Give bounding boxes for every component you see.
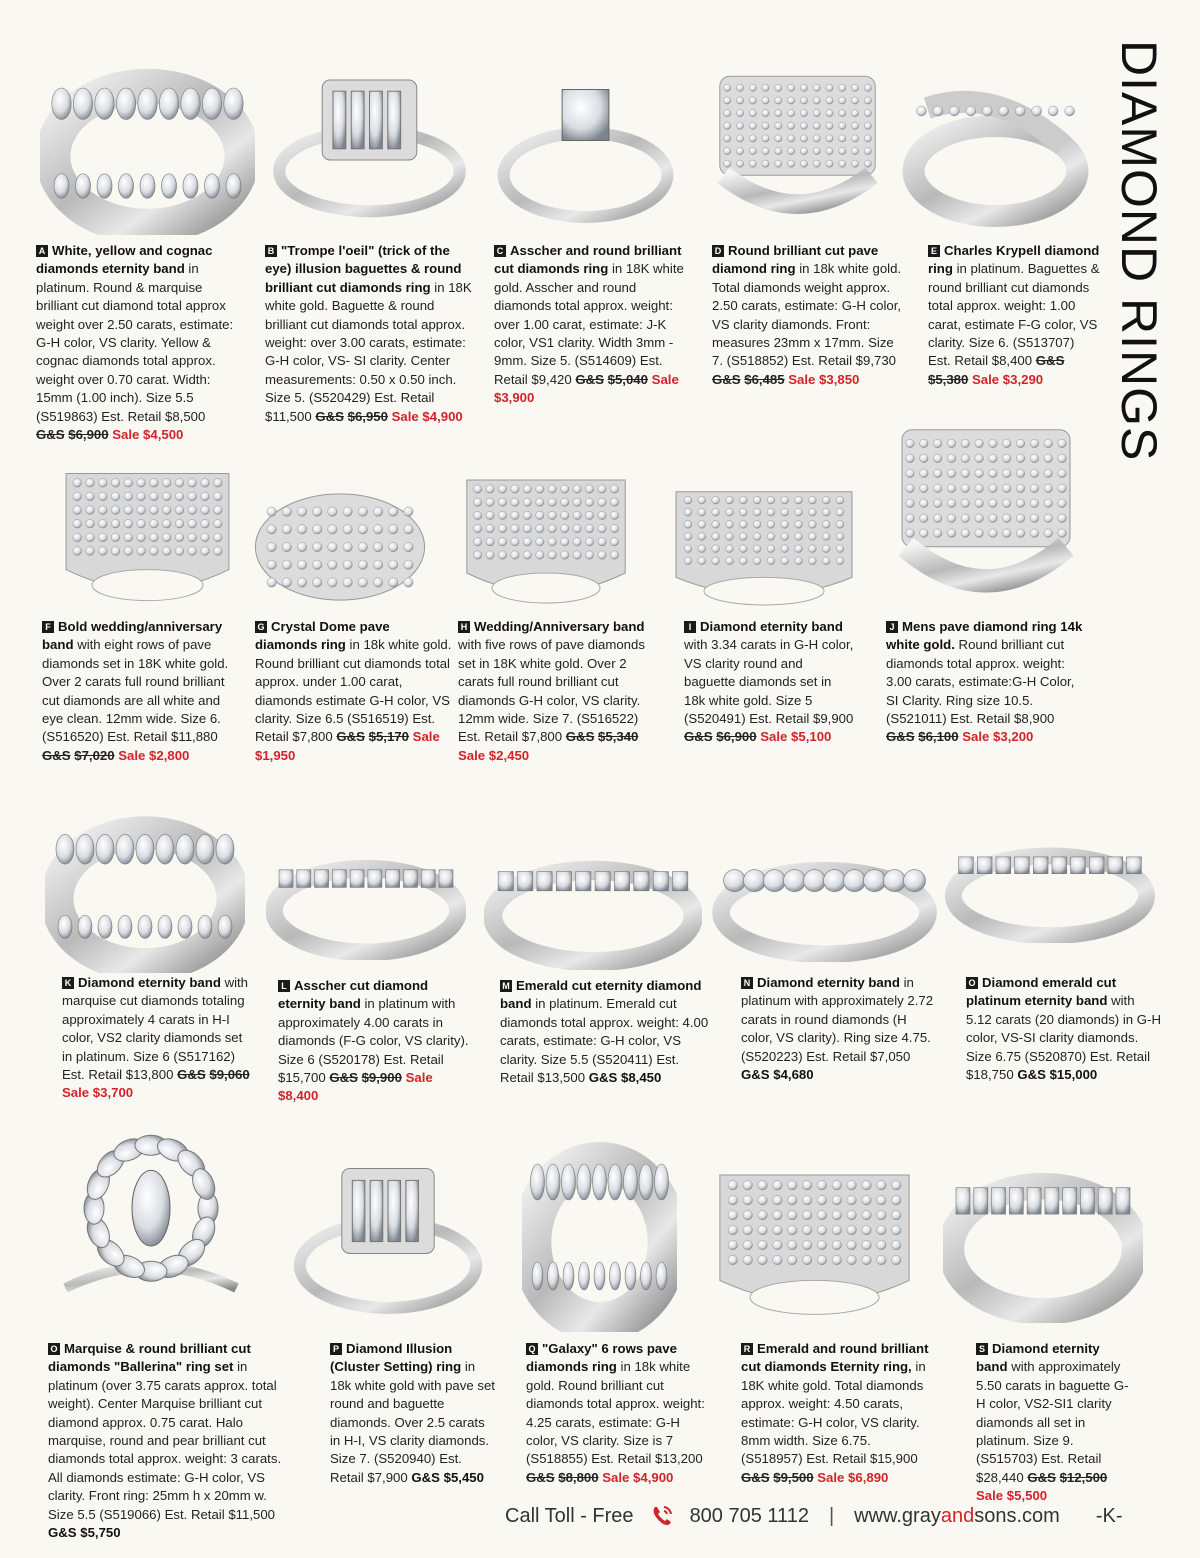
price-line bbox=[48, 1525, 121, 1540]
gs-price: $8,450 bbox=[620, 1070, 662, 1086]
product-description bbox=[494, 242, 684, 408]
original-price: $9,900 bbox=[361, 1070, 402, 1086]
product-description bbox=[330, 1340, 495, 1487]
original-price: $6,900 bbox=[716, 729, 757, 745]
original-price: $9,060 bbox=[209, 1067, 250, 1083]
original-price: $12,500 bbox=[1059, 1469, 1108, 1485]
gs-label: G&S bbox=[741, 1067, 770, 1083]
item-letter-badge: O bbox=[966, 977, 978, 989]
footer bbox=[505, 1498, 1122, 1534]
sale-price: Sale $4,900 bbox=[391, 408, 463, 424]
product-description bbox=[265, 242, 475, 426]
gs-label: G&S bbox=[48, 1525, 77, 1541]
price-line bbox=[526, 1470, 673, 1485]
sale-price: Sale $6,890 bbox=[817, 1469, 889, 1485]
ring-image-14 bbox=[712, 852, 937, 962]
original-price: $8,800 bbox=[558, 1469, 599, 1485]
original-price: $5,170 bbox=[368, 729, 409, 745]
price-line bbox=[712, 372, 859, 387]
ring-image-4 bbox=[705, 68, 890, 233]
gs-label: G&S bbox=[315, 408, 344, 424]
product-details: Round brilliant cut diamonds total approx. weight: 3.00 carats, estimate:G-H Color, SI Clarity. Ring size 10.5. (S521011) Est. Retail $8,900 bbox=[886, 637, 1075, 727]
gs-label: G&S bbox=[886, 729, 915, 745]
price-line bbox=[684, 729, 831, 744]
original-price: $6,100 bbox=[918, 729, 959, 745]
item-letter-badge: B bbox=[265, 245, 277, 257]
product-title: Emerald cut eternity diamond band bbox=[500, 978, 702, 1012]
product-title: Diamond Illusion (Cluster Setting) ring bbox=[330, 1341, 462, 1375]
original-price: $7,020 bbox=[74, 747, 115, 763]
price-line bbox=[411, 1470, 484, 1485]
gs-label: G&S bbox=[42, 747, 71, 763]
item-letter-badge: F bbox=[42, 621, 54, 633]
sale-price: Sale $3,850 bbox=[788, 371, 860, 387]
item-letter-badge: N bbox=[741, 977, 753, 989]
product-description bbox=[928, 242, 1100, 389]
url-suffix: sons.com bbox=[974, 1504, 1060, 1527]
ring-image-6 bbox=[55, 458, 240, 613]
price-line bbox=[315, 409, 462, 424]
product-details: in platinum (over 3.75 carats approx. total weight). Center Marquise brilliant cut diamond approx. 0.75 carat. Halo marquise, round and pear brilliant cut diamonds total approx. weight: 3 carats. All diamonds estimate: G-H color, VS clarity. Front ring: 25mm h x 20mm w. Size 5.5 (S519066) Est. Retail $11,500 bbox=[48, 1359, 282, 1522]
product-description bbox=[712, 242, 904, 389]
price-line bbox=[36, 427, 183, 442]
price-line bbox=[42, 748, 189, 763]
product-description bbox=[741, 974, 941, 1084]
ring-image-15 bbox=[945, 838, 1155, 943]
ring-image-11 bbox=[45, 808, 245, 973]
phone-icon bbox=[648, 1502, 676, 1530]
item-letter-badge: H bbox=[458, 621, 470, 633]
product-description bbox=[526, 1340, 706, 1487]
original-price: $6,900 bbox=[68, 427, 109, 443]
product-details: in platinum. Emerald cut diamonds total approx. weight: 4.00 carats, estimate: G-H color, VS clarity. Size 5.5 (S520411) Est. Retail $13,500 bbox=[500, 996, 709, 1086]
original-price: $5,380 bbox=[928, 371, 969, 387]
price-line bbox=[1017, 1067, 1097, 1082]
item-letter-badge: K bbox=[62, 977, 74, 989]
ring-image-19 bbox=[707, 1158, 922, 1328]
sale-price: Sale $4,500 bbox=[112, 427, 184, 443]
item-letter-badge: J bbox=[886, 621, 898, 633]
product-details: with marquise cut diamonds totaling approximately 4 carats in H-I color, VS2 clarity diamonds set in platinum. Size 6 (S517162) Est. Retail $13,800 bbox=[62, 975, 249, 1083]
product-description bbox=[255, 618, 455, 765]
product-description bbox=[741, 1340, 931, 1487]
item-letter-badge: O bbox=[48, 1343, 60, 1355]
product-title: Wedding/Anniversary band bbox=[474, 619, 645, 634]
product-description bbox=[42, 618, 242, 765]
price-line bbox=[886, 729, 1033, 744]
gs-label: G&S bbox=[588, 1070, 618, 1086]
gs-label: G&S bbox=[177, 1067, 206, 1083]
gs-label: G&S bbox=[1027, 1469, 1056, 1485]
product-details: in 18K white gold. Baguette & round brilliant cut diamonds total approx. weight: over 3.00 carats, estimate: G-H color, VS- SI clarity. Center measurements: 0.50 x 0.50 inch. Size 5. (S520429) Est. Retail $11,500 bbox=[265, 279, 472, 424]
gs-label: G&S bbox=[1017, 1067, 1046, 1083]
product-title: Mens pave diamond ring 14k white gold. bbox=[886, 619, 1083, 653]
product-title: Marquise & round brilliant cut diamonds "Ballerina" ring set bbox=[48, 1341, 251, 1375]
ring-image-10 bbox=[886, 420, 1086, 615]
sale-price: Sale $3,290 bbox=[972, 371, 1044, 387]
gs-label: G&S bbox=[684, 729, 713, 745]
sale-price: Sale $3,200 bbox=[962, 729, 1034, 745]
sale-price: Sale $8,400 bbox=[278, 1070, 433, 1104]
product-details: in platinum with approximately 2.72 carats in round diamonds (H color, VS clarity). Ring size 4.75. (S520223) Est. Retail $7,050 bbox=[741, 975, 934, 1064]
ring-image-20 bbox=[943, 1158, 1143, 1323]
gs-label: G&S bbox=[565, 729, 595, 745]
ring-image-1 bbox=[40, 60, 255, 235]
call-label: Call Toll - Free bbox=[505, 1504, 634, 1527]
gs-price: $5,450 bbox=[443, 1469, 484, 1485]
original-price: $5,040 bbox=[607, 371, 648, 387]
item-letter-badge: G bbox=[255, 621, 267, 633]
gs-label: G&S bbox=[329, 1070, 358, 1086]
website-link[interactable] bbox=[854, 1505, 1060, 1528]
ring-image-7 bbox=[250, 488, 430, 606]
product-details: in platinum. Round & marquise brilliant cut diamond total approx weight over 2.50 carats, estimate: G-H color, VS clarity. Yellow & cognac diamonds total approx. weight over 0.70 carat. Width: 15mm (1.00 inch). Size 5.5 (S519863) Est. Retail $8,500 bbox=[36, 261, 234, 424]
gs-price: $4,680 bbox=[773, 1067, 814, 1083]
gs-label: G&S bbox=[526, 1469, 555, 1485]
item-letter-badge: Q bbox=[526, 1343, 538, 1355]
gs-price: $5,750 bbox=[80, 1525, 121, 1541]
product-title: Diamond emerald cut platinum eternity band bbox=[966, 975, 1117, 1009]
item-letter-badge: L bbox=[278, 980, 290, 992]
sale-price: Sale $4,900 bbox=[602, 1469, 674, 1485]
item-letter-badge: I bbox=[684, 621, 696, 633]
product-details: in 18K white gold. Asscher and round diamonds total approx. weight: over 1.00 carat, estimate: J-K color, VS1 clarity. Width 3mm - 9mm. Size 5. (S514609) Est. Retail $9,420 bbox=[494, 261, 684, 387]
gs-label: G&S bbox=[712, 371, 741, 387]
gs-label: G&S bbox=[741, 1469, 770, 1485]
gs-price: $15,000 bbox=[1049, 1067, 1098, 1083]
item-letter-badge: P bbox=[330, 1343, 342, 1355]
product-description bbox=[278, 977, 473, 1106]
product-description bbox=[976, 1340, 1131, 1506]
product-details: with 5.12 carats (20 diamonds) in G-H color, VS-SI clarity diamonds. Size 6.75 (S520870) Est. Retail $18,750 bbox=[966, 993, 1161, 1083]
product-details: in 18K white gold. Total diamonds approx. weight: 4.50 carats, estimate: G-H color, VS clarity. 8mm width. Size 6.75. (S518957) Est. Retail $15,900 bbox=[741, 1359, 926, 1467]
product-title: Emerald and round brilliant cut diamonds Eternity ring, bbox=[741, 1341, 929, 1375]
product-title: "Galaxy" 6 rows pave diamonds ring bbox=[526, 1341, 677, 1375]
product-details: with 3.34 carats in G-H color, VS clarity round and baguette diamonds set in 18k white gold. Size 5 (S520491) Est. Retail $9,900 bbox=[684, 637, 854, 727]
product-details: with approximately 5.50 carats in baguette G-H color, VS2-SI1 clarity diamonds all set in platinum. Size 9. (S515703) Est. Retail $28,440 bbox=[976, 1359, 1129, 1485]
product-details: in 18k white gold. Round brilliant cut diamonds total approx. under 1.00 carat, diamonds estimate G-H color, VS clarity. Size 6.5 (S516519) Est. Retail $7,800 bbox=[255, 637, 452, 745]
ring-image-8 bbox=[456, 465, 636, 615]
original-price: $5,340 bbox=[598, 729, 639, 745]
item-letter-badge: R bbox=[741, 1343, 753, 1355]
product-description bbox=[458, 618, 658, 765]
product-title: White, yellow and cognac diamonds eternity band bbox=[36, 243, 213, 277]
product-title: Diamond eternity band bbox=[78, 975, 221, 990]
original-price: $6,950 bbox=[347, 408, 388, 424]
ring-image-3 bbox=[488, 82, 683, 232]
product-title: "Trompe l'oeil" (trick of the eye) illusion baguettes & round brilliant cut diamonds ring bbox=[265, 243, 462, 295]
product-details: in 18k white gold. Round brilliant cut diamonds total approx. weight: 4.25 carats, estimate: G-H color, VS clarity. Size is 7 (S518855) Est. Retail $13,200 bbox=[526, 1359, 705, 1467]
url-and: and bbox=[940, 1504, 975, 1527]
ring-image-2 bbox=[262, 72, 477, 232]
item-letter-badge: A bbox=[36, 245, 48, 257]
product-title: Diamond eternity band bbox=[757, 975, 900, 990]
sale-price: Sale $1,950 bbox=[255, 729, 440, 763]
gs-label: G&S bbox=[1035, 353, 1065, 369]
sale-price: Sale $3,900 bbox=[494, 371, 679, 406]
ring-image-18 bbox=[522, 1132, 677, 1332]
product-title: Asscher and round brilliant cut diamonds ring bbox=[494, 243, 682, 277]
sale-price: Sale $2,800 bbox=[118, 747, 190, 763]
product-description bbox=[684, 618, 854, 747]
item-letter-badge: S bbox=[976, 1343, 988, 1355]
product-description bbox=[48, 1340, 288, 1542]
gs-label: G&S bbox=[336, 729, 365, 745]
ring-image-13 bbox=[484, 850, 702, 970]
product-description bbox=[886, 618, 1086, 747]
product-description bbox=[62, 974, 252, 1103]
product-details: in platinum with approximately 4.00 carats in diamonds (F-G color, VS clarity). Size 6 (S520178) Est. Retail $15,700 bbox=[278, 996, 469, 1086]
sale-price: Sale $2,450 bbox=[458, 747, 530, 763]
page-number: -K- bbox=[1095, 1504, 1123, 1527]
product-details: with eight rows of pave diamonds set in 18K white gold. Over 2 carats full round brilliant cut diamonds are all white and eye clean. 12mm wide. Size 6. (S516520) Est. Retail $11,880 bbox=[42, 637, 229, 745]
gs-label: G&S bbox=[36, 427, 65, 443]
page-title: DIAMOND RINGS bbox=[1111, 40, 1167, 462]
original-price: $6,485 bbox=[744, 371, 785, 387]
price-line bbox=[741, 1470, 888, 1485]
product-details: in 18k white gold with pave set round and baguette diamonds. Over 2.5 carats in H-I, VS clarity diamonds. Size 7. (S520940) Est. Retail $7,900 bbox=[330, 1359, 495, 1485]
item-letter-badge: D bbox=[712, 245, 724, 257]
phone-number[interactable]: 800 705 1112 bbox=[689, 1504, 809, 1527]
product-description bbox=[500, 977, 710, 1087]
sale-price: Sale $3,700 bbox=[62, 1085, 134, 1101]
ring-image-16 bbox=[56, 1120, 246, 1330]
product-details: in platinum. Baguettes & round brilliant cut diamonds total approx. weight: 1.00 carat, estimate F-G color, VS clarity. Size 6. (S513707) Est. Retail $8,400 bbox=[928, 261, 1100, 369]
item-letter-badge: E bbox=[928, 245, 940, 257]
ring-image-9 bbox=[664, 478, 864, 616]
product-details: with five rows of pave diamonds set in 18K white gold. Over 2 carats full round brilliant cut diamonds G-H color, VS clarity. 12mm wide. Size 7. (S516522) Est. Retail $7,800 bbox=[458, 637, 645, 745]
ring-image-12 bbox=[266, 850, 466, 960]
product-title: Charles Krypell diamond ring bbox=[928, 243, 1100, 277]
ring-image-17 bbox=[283, 1160, 493, 1330]
sale-price: Sale $5,100 bbox=[760, 729, 832, 745]
product-description bbox=[36, 242, 236, 444]
item-letter-badge: M bbox=[500, 980, 512, 992]
item-letter-badge: C bbox=[494, 245, 506, 257]
footer-divider: | bbox=[828, 1504, 835, 1527]
original-price: $9,500 bbox=[773, 1469, 814, 1485]
product-title: Diamond eternity band bbox=[976, 1341, 1100, 1375]
product-title: Asscher cut diamond eternity band bbox=[278, 978, 429, 1012]
price-line bbox=[589, 1070, 662, 1085]
price-line bbox=[741, 1067, 814, 1082]
product-title: Round brilliant cut pave diamond ring bbox=[712, 243, 879, 277]
gs-label: G&S bbox=[575, 371, 604, 387]
product-title: Crystal Dome pave diamonds ring bbox=[255, 619, 390, 653]
gs-label: G&S bbox=[411, 1469, 440, 1485]
product-title: Bold wedding/anniversary band bbox=[42, 619, 223, 653]
product-description bbox=[966, 974, 1161, 1084]
url-prefix: www.gray bbox=[854, 1504, 941, 1527]
product-title: Diamond eternity band bbox=[700, 619, 843, 634]
ring-image-5 bbox=[898, 78, 1093, 228]
sale-price: Sale $5,500 bbox=[976, 1488, 1048, 1504]
product-details: in 18k white gold. Total diamonds weight approx. 2.50 carats, estimate: G-H color, VS clarity diamonds. Front: measures 23mm x 17mm. Size 7. (S518852) Est. Retail $9,730 bbox=[712, 261, 902, 369]
